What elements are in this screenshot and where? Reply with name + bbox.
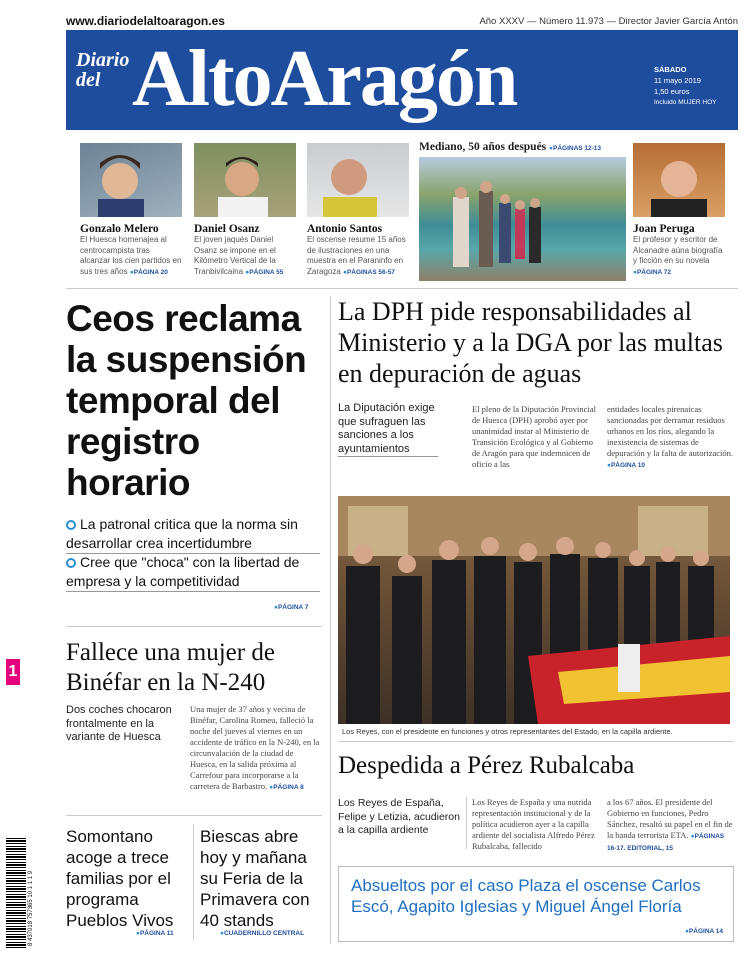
website-url[interactable]: www.diariodelaltoaragon.es — [66, 14, 225, 28]
portrait-icon — [194, 143, 296, 217]
teaser-text: El profesor y escritor de Alcanadre aúna biografía y ficción en su novela ● PÁGINA 72 — [633, 235, 725, 278]
mediano-teaser[interactable] — [419, 141, 626, 281]
capilla-photo — [338, 496, 730, 724]
teaser-text: El joven jaqués Daniel Osanz se impone en el Kilómetro Vertical de la Tranbivilcaina ● PÁGINA 55 — [194, 235, 296, 278]
funeral-scene-icon — [338, 496, 730, 724]
masthead — [66, 30, 738, 130]
biescas-headline[interactable]: Biescas abre hoy y mañana su Feria de la Primavera con 40 stands — [200, 827, 310, 930]
binefar-body: Una mujer de 37 años y vecina de Binéfar, Carolina Romeu, falleció la noche del jueves al viernes en un accidente de tráfico en la N-240, en la circunvalación de la ciudad de Huesca, en la salida próxima al Carrefour para incorporarse a la carretera de Barbastro. ● PÁGINA 8 — [190, 704, 322, 793]
somontano-headline[interactable]: Somontano acoge a trece familias por el programa Pueblos Vivos — [66, 827, 174, 930]
column-divider — [330, 296, 331, 944]
rubalcaba-body-1: Los Reyes de España y una nutrida representación institucional y de la política acudieron ayer a la capilla ardiente del socialista Alfredo Pérez Rubalcaba, fallecido — [472, 797, 595, 851]
somontano-page[interactable]: ● PÁGINA 11 — [136, 930, 174, 937]
rubalcaba-sub: Los Reyes de España, Felipe y Letizia, acudieron a la capilla ardiente — [338, 797, 460, 836]
rubalcaba-headline[interactable]: Despedida a Pérez Rubalcaba — [338, 752, 635, 779]
rubalcaba-body-2: a los 67 años. El presidente del Gobierno en funciones, Pedro Sánchez, resaltó su papel en el fin de la banda terrorista ETA. ● PÁGINAS 16-17. EDITORIAL, 15 — [607, 797, 735, 854]
mediano-title: Mediano, 50 años después ● PÁGINAS 12-13 — [419, 141, 626, 153]
teaser-melero[interactable] — [80, 143, 182, 278]
barcode — [6, 838, 26, 950]
masthead-date: SÁBADO 11 mayo 2019 1,50 euros Incluido MUJER HOY — [654, 65, 717, 106]
teaser-name: Gonzalo Melero — [80, 223, 159, 235]
teaser-santos[interactable] — [307, 143, 409, 278]
plaza-headline: Absueltos por el caso Plaza el oscense Carlos Escó, Agapito Iglesias y Miguel Ángel Floría — [351, 876, 701, 916]
binefar-sub: Dos coches chocaron frontalmente en la variante de Huesca — [66, 704, 172, 743]
biescas-page[interactable]: ● CUADERNILLO CENTRAL — [220, 930, 304, 937]
santos-photo — [307, 143, 409, 217]
osanz-photo — [194, 143, 296, 217]
teaser-name: Joan Peruga — [633, 223, 695, 235]
ceos-page[interactable]: ● PÁGINA 7 — [274, 604, 308, 611]
masthead-title: AltoAragón — [132, 35, 517, 123]
teaser-text: El Huesca homenajea al centrocampista tras alcanzar los cien partidos en sus tres años ● PÁGINA 20 — [80, 235, 182, 278]
ceos-bullet-2: Cree que "choca" con la libertad de empresa y la competitividad — [66, 553, 320, 592]
binefar-headline[interactable]: Fallece una mujer de Binéfar en la N-240 — [66, 639, 275, 696]
bullet-ring-icon — [66, 520, 76, 530]
group-photo-icon — [419, 157, 626, 281]
binefar-divider — [66, 815, 322, 816]
ceos-divider — [66, 626, 322, 627]
rubalcaba-divider — [466, 797, 467, 849]
photo-caption: Los Reyes, con el presidente en funciones y otros representantes del Estado, en la capilla ardiente. — [342, 727, 673, 736]
mediano-photo — [419, 157, 626, 281]
masthead-diario: Diario del — [76, 49, 130, 91]
photo-divider — [338, 741, 734, 742]
teaser-divider — [66, 288, 738, 289]
plaza-page: ● PÁGINA 14 — [685, 928, 723, 935]
top-line — [66, 12, 738, 30]
ceos-headline[interactable]: Ceos reclama la suspensión temporal del registro horario — [66, 298, 307, 503]
barcode-digits: 8 437018 757365 10 1 1 1 9 — [28, 870, 34, 946]
plaza-box[interactable] — [338, 866, 734, 942]
teaser-name: Antonio Santos — [307, 223, 383, 235]
issue-meta: Año XXXV — Número 11.973 — Director Javier García Antón — [479, 15, 738, 27]
ceos-bullet-1: La patronal critica que la norma sin desarrollar crea incertidumbre — [66, 515, 320, 554]
portrait-icon — [307, 143, 409, 217]
dph-body-2: entidades locales pirenaicas sancionadas por derramar residuos urbanos en los ríos, alegando la inexistencia de sistemas de depuración y la falta de autorización. ● PÁGINA 10 — [607, 404, 735, 471]
peruga-photo — [633, 143, 725, 217]
teaser-peruga[interactable] — [633, 143, 725, 278]
portrait-icon — [633, 143, 725, 217]
melero-photo — [80, 143, 182, 217]
bullet-ring-icon — [66, 558, 76, 568]
edition-number: 1 — [6, 659, 20, 685]
dph-body-1: El pleno de la Diputación Provincial de Huesca (DPH) aprobó ayer por unanimidad instar al Ministerio de Transición Ecológica y al Gobierno de Aragón para que indemnicen de oficio a las — [472, 404, 596, 469]
teaser-text: El oscense resume 15 años de ilustraciones en una muestra en el Paraninfo en Zaragoza ● PÁGINAS 56-57 — [307, 235, 409, 278]
dph-sub: La Diputación exige que sufraguen las sanciones a los ayuntamientos — [338, 402, 438, 457]
teaser-name: Daniel Osanz — [194, 223, 260, 235]
portrait-icon — [80, 143, 182, 217]
teaser-osanz[interactable] — [194, 143, 296, 278]
dph-headline[interactable]: La DPH pide responsabilidades al Ministerio y a la DGA por las multas en depuración de aguas — [338, 297, 723, 388]
bottom-divider — [193, 824, 194, 940]
